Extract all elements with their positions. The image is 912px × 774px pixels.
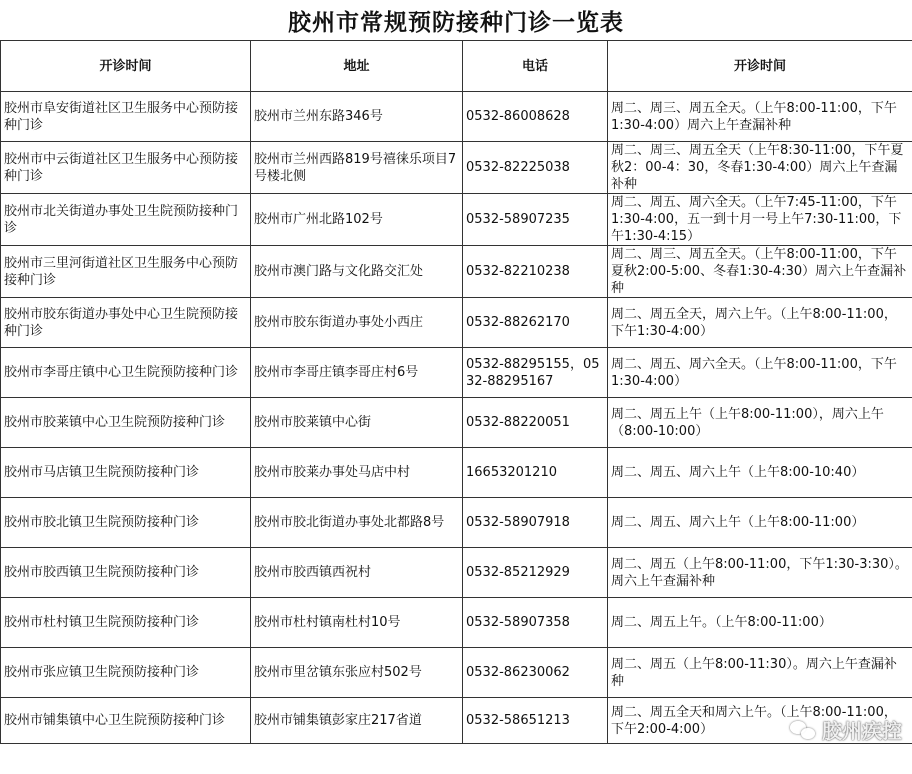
phone-cell: 0532-85212929 xyxy=(463,548,608,598)
column-header-phone: 电话 xyxy=(463,41,608,92)
page-title: 胶州市常规预防接种门诊一览表 xyxy=(288,8,624,36)
clinic-name-cell: 胶州市铺集镇中心卫生院预防接种门诊 xyxy=(1,698,251,744)
phone-cell: 0532-58651213 xyxy=(463,698,608,744)
table-row xyxy=(1,348,912,398)
address-cell: 胶州市兰州西路819号禧徕乐项目7号楼北侧 xyxy=(251,142,463,194)
address-cell: 胶州市胶莱办事处马店中村 xyxy=(251,448,463,498)
address-cell: 胶州市胶莱镇中心街 xyxy=(251,398,463,448)
hours-cell: 周二、周三、周五全天（上午8:30-11:00，下午夏秋2：00-4：30，冬春1:30-4:00）周六上午查漏补种 xyxy=(608,142,912,194)
hours-cell: 周二、周五（上午8:00-11:00，下午1:30-3:30）。周六上午查漏补种 xyxy=(608,548,912,598)
table-header-row xyxy=(1,41,912,92)
table-row xyxy=(1,142,912,194)
hours-cell: 周二、周五全天，周六上午。（上午8:00-11:00，下午1:30-4:00） xyxy=(608,298,912,348)
address-cell: 胶州市胶西镇西祝村 xyxy=(251,548,463,598)
address-cell: 胶州市里岔镇东张应村502号 xyxy=(251,648,463,698)
phone-cell: 0532-88295155，0532-88295167 xyxy=(463,348,608,398)
table-row xyxy=(1,448,912,498)
hours-cell: 周二、周三、周五全天。（上午8:00-11:00，下午1:30-4:00）周六上午查漏补种 xyxy=(608,92,912,142)
hours-cell: 周二、周五、周六全天。（上午8:00-11:00，下午1:30-4:00） xyxy=(608,348,912,398)
clinic-name-cell: 胶州市胶莱镇中心卫生院预防接种门诊 xyxy=(1,398,251,448)
clinic-name-cell: 胶州市胶西镇卫生院预防接种门诊 xyxy=(1,548,251,598)
hours-cell: 周二、周五（上午8:00-11:30）。周六上午查漏补种 xyxy=(608,648,912,698)
address-cell: 胶州市澳门路与文化路交汇处 xyxy=(251,246,463,298)
watermark-text: 胶州疾控 xyxy=(822,719,902,743)
clinic-name-cell: 胶州市三里河街道社区卫生服务中心预防接种门诊 xyxy=(1,246,251,298)
phone-cell: 0532-88262170 xyxy=(463,298,608,348)
address-cell: 胶州市杜村镇南杜村10号 xyxy=(251,598,463,648)
table-row xyxy=(1,598,912,648)
address-cell: 胶州市兰州东路346号 xyxy=(251,92,463,142)
address-cell: 胶州市胶北街道办事处北都路8号 xyxy=(251,498,463,548)
table-row xyxy=(1,498,912,548)
address-cell: 胶州市铺集镇彭家庄217省道 xyxy=(251,698,463,744)
clinic-name-cell: 胶州市北关街道办事处卫生院预防接种门诊 xyxy=(1,194,251,246)
phone-cell: 0532-58907358 xyxy=(463,598,608,648)
clinic-name-cell: 胶州市杜村镇卫生院预防接种门诊 xyxy=(1,598,251,648)
clinic-name-cell: 胶州市李哥庄镇中心卫生院预防接种门诊 xyxy=(1,348,251,398)
address-cell: 胶州市李哥庄镇李哥庄村6号 xyxy=(251,348,463,398)
clinic-name-cell: 胶州市胶东街道办事处中心卫生院预防接种门诊 xyxy=(1,298,251,348)
column-header-hours-1: 开诊时间 xyxy=(1,41,251,92)
table-row xyxy=(1,92,912,142)
table-row xyxy=(1,398,912,448)
hours-cell: 周二、周五全天和周六上午。（上午8:00-11:00，下午2:00-4:00） xyxy=(608,698,912,744)
phone-cell: 0532-82225038 xyxy=(463,142,608,194)
hours-cell: 周二、周五、周六上午（上午8:00-11:00） xyxy=(608,498,912,548)
clinic-name-cell: 胶州市胶北镇卫生院预防接种门诊 xyxy=(1,498,251,548)
hours-cell: 周二、周五、周六上午（上午8:00-10:40） xyxy=(608,448,912,498)
table-row xyxy=(1,698,912,744)
phone-cell: 0532-86230062 xyxy=(463,648,608,698)
hours-cell: 周二、周三、周五全天。（上午8:00-11:00，下午夏秋2:00-5:00、冬春1:30-4:30）周六上午查漏补种 xyxy=(608,246,912,298)
table-row xyxy=(1,246,912,298)
address-cell: 胶州市胶东街道办事处小西庄 xyxy=(251,298,463,348)
column-header-address: 地址 xyxy=(251,41,463,92)
address-cell: 胶州市广州北路102号 xyxy=(251,194,463,246)
clinic-name-cell: 胶州市阜安街道社区卫生服务中心预防接种门诊 xyxy=(1,92,251,142)
phone-cell: 16653201210 xyxy=(463,448,608,498)
phone-cell: 0532-86008628 xyxy=(463,92,608,142)
column-header-hours-2: 开诊时间 xyxy=(608,41,912,92)
phone-cell: 0532-82210238 xyxy=(463,246,608,298)
clinic-table xyxy=(0,40,912,744)
phone-cell: 0532-88220051 xyxy=(463,398,608,448)
hours-cell: 周二、周五、周六全天。（上午7:45-11:00，下午1:30-4:00，五一到十月一号上午7:30-11:00，下午1:30-4:15） xyxy=(608,194,912,246)
table-row xyxy=(1,648,912,698)
hours-cell: 周二、周五上午（上午8:00-11:00），周六上午（8:00-10:00） xyxy=(608,398,912,448)
clinic-name-cell: 胶州市马店镇卫生院预防接种门诊 xyxy=(1,448,251,498)
table-row xyxy=(1,298,912,348)
phone-cell: 0532-58907918 xyxy=(463,498,608,548)
hours-cell: 周二、周五上午。（上午8:00-11:00） xyxy=(608,598,912,648)
clinic-name-cell: 胶州市中云街道社区卫生服务中心预防接种门诊 xyxy=(1,142,251,194)
table-row xyxy=(1,194,912,246)
phone-cell: 0532-58907235 xyxy=(463,194,608,246)
table-row xyxy=(1,548,912,598)
clinic-name-cell: 胶州市张应镇卫生院预防接种门诊 xyxy=(1,648,251,698)
